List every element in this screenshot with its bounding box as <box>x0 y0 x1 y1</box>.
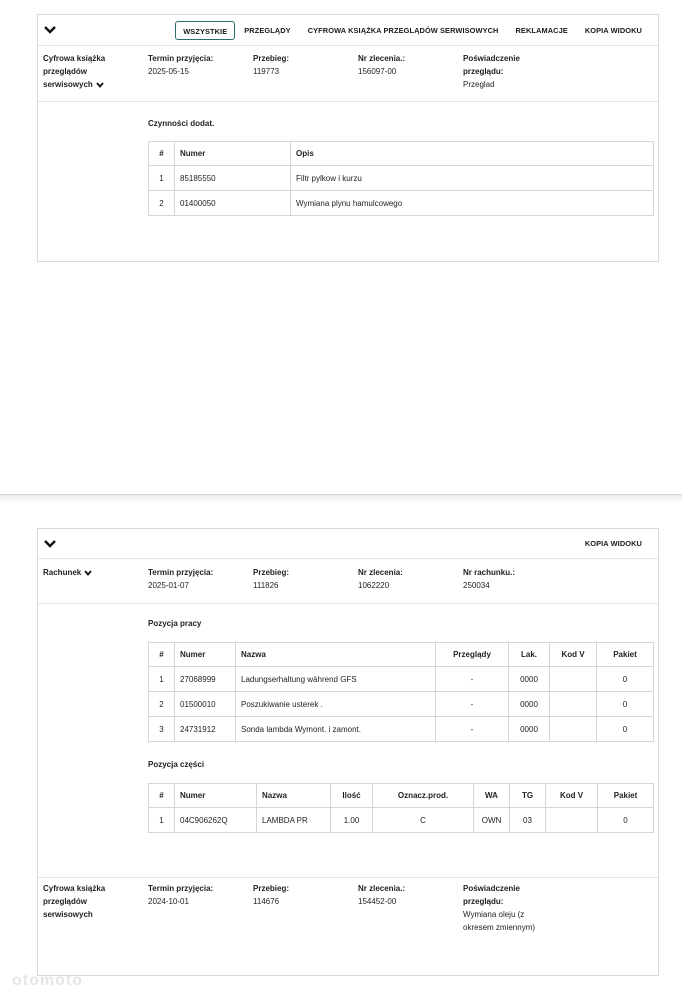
tab-inspections[interactable]: PRZEGLĄDY <box>244 26 291 35</box>
field-intake-date: Termin przyjęcia: 2025-05-15 <box>148 54 214 76</box>
tab-digital-service-book[interactable]: CYFROWA KSIĄŻKA PRZEGLĄDÓW SERWISOWYCH <box>307 26 499 35</box>
chevron-down-icon[interactable] <box>96 82 104 88</box>
cell-inspections: - <box>436 667 509 692</box>
additional-tasks-title: Czynności dodat. <box>148 119 215 128</box>
col-paint: Lak. <box>509 643 550 667</box>
card-toolbar <box>38 15 658 46</box>
col-index: # <box>149 142 175 166</box>
cell-package: 0 <box>598 808 654 833</box>
cell-inspections: - <box>436 692 509 717</box>
cell-code-v <box>550 692 597 717</box>
service-book-card <box>37 14 659 262</box>
field-order-number: Nr zlecenia: 1062220 <box>358 568 403 590</box>
col-number: Numer <box>175 142 291 166</box>
table-row <box>149 166 654 191</box>
cell-name: LAMBDA PR <box>257 808 331 833</box>
table-header-row <box>149 142 654 166</box>
col-number: Numer <box>175 643 236 667</box>
col-index: # <box>149 784 175 808</box>
col-wa: WA <box>474 784 510 808</box>
divider <box>38 877 658 878</box>
col-code-v: Kod V <box>546 784 598 808</box>
cell-code-v <box>550 717 597 742</box>
cell-number: 04C906262Q <box>175 808 257 833</box>
cell-product-marking: C <box>373 808 474 833</box>
col-inspections: Przeglądy <box>436 643 509 667</box>
cell-number: 01500010 <box>175 692 236 717</box>
work-items-title: Pozycja pracy <box>148 619 202 628</box>
cell-package: 0 <box>597 717 654 742</box>
cell-description: Filtr pylkow i kurzu <box>291 166 654 191</box>
col-package: Pakiet <box>598 784 654 808</box>
divider <box>38 101 658 102</box>
table-row <box>149 717 654 742</box>
cell-name: Sonda lambda Wymont. i zamont. <box>236 717 436 742</box>
cell-paint: 0000 <box>509 717 550 742</box>
field-inspection-confirmation: Poświadczenie przeglądu: Przeglad <box>463 54 520 89</box>
screenshot-separator <box>0 494 682 503</box>
parts-items-table <box>148 783 654 833</box>
tab-all[interactable]: WSZYSTKIE <box>175 21 235 40</box>
cell-code-v <box>546 808 598 833</box>
cell-name: Poszukiwanie usterek . <box>236 692 436 717</box>
cell-index: 1 <box>149 667 175 692</box>
cell-paint: 0000 <box>509 692 550 717</box>
col-code-v: Kod V <box>550 643 597 667</box>
additional-tasks-table <box>148 141 654 216</box>
field-inspection-confirmation: Poświadczenie przeglądu: Wymiana oleju (z okresem zmiennym) <box>463 884 536 932</box>
field-mileage: Przebieg: 111826 <box>253 568 290 590</box>
chevron-down-icon[interactable] <box>44 539 56 549</box>
cell-number: 85185550 <box>175 166 291 191</box>
table-row <box>149 667 654 692</box>
col-package: Pakiet <box>597 643 654 667</box>
cell-number: 27068999 <box>175 667 236 692</box>
cell-wa: OWN <box>474 808 510 833</box>
parts-items-title: Pozycja części <box>148 760 205 769</box>
tab-bar <box>577 534 650 553</box>
table-header-row <box>149 643 654 667</box>
col-tg: TG <box>510 784 546 808</box>
cell-index: 1 <box>149 808 175 833</box>
cell-index: 2 <box>149 692 175 717</box>
tab-view-copy[interactable]: KOPIA WIDOKU <box>584 539 642 548</box>
field-intake-date: Termin przyjęcia: 2025-01-07 <box>148 568 214 590</box>
field-order-number: Nr zlecenia.: 154452-00 <box>358 884 406 906</box>
table-row <box>149 692 654 717</box>
cell-index: 1 <box>149 166 175 191</box>
card-toolbar <box>38 529 658 559</box>
watermark: otomoto <box>12 972 83 989</box>
section-title[interactable]: Rachunek <box>43 566 123 579</box>
cell-tg: 03 <box>510 808 546 833</box>
cell-package: 0 <box>597 667 654 692</box>
col-number: Numer <box>175 784 257 808</box>
table-row <box>149 808 654 833</box>
cell-index: 2 <box>149 191 175 216</box>
cell-package: 0 <box>597 692 654 717</box>
cell-name: Ladungserhaltung während GFS <box>236 667 436 692</box>
field-mileage: Przebieg: 114676 <box>253 884 290 906</box>
cell-paint: 0000 <box>509 667 550 692</box>
col-quantity: Ilość <box>331 784 373 808</box>
cell-code-v <box>550 667 597 692</box>
col-name: Nazwa <box>236 643 436 667</box>
table-header-row <box>149 784 654 808</box>
section-title: Cyfrowa książka przeglądów serwisowych <box>43 884 106 919</box>
table-row <box>149 191 654 216</box>
invoice-card <box>37 528 659 976</box>
col-product-marking: Oznacz.prod. <box>373 784 474 808</box>
chevron-down-icon[interactable] <box>84 570 92 576</box>
tab-bar <box>175 21 650 40</box>
divider <box>38 603 658 604</box>
cell-number: 01400050 <box>175 191 291 216</box>
field-intake-date: Termin przyjęcia: 2024-10-01 <box>148 884 214 906</box>
cell-quantity: 1.00 <box>331 808 373 833</box>
cell-inspections: - <box>436 717 509 742</box>
work-items-table <box>148 642 654 742</box>
tab-complaints[interactable]: REKLAMACJE <box>515 26 568 35</box>
field-mileage: Przebieg: 119773 <box>253 54 290 76</box>
col-description: Opis <box>291 142 654 166</box>
col-name: Nazwa <box>257 784 331 808</box>
field-order-number: Nr zlecenia.: 156097-00 <box>358 54 406 76</box>
field-invoice-number: Nr rachunku.: 250034 <box>463 568 516 590</box>
cell-index: 3 <box>149 717 175 742</box>
tab-view-copy[interactable]: KOPIA WIDOKU <box>584 26 642 35</box>
cell-number: 24731912 <box>175 717 236 742</box>
chevron-down-icon[interactable] <box>44 25 56 35</box>
section-title[interactable]: Cyfrowa książka przeglądów serwisowych <box>43 54 106 89</box>
col-index: # <box>149 643 175 667</box>
cell-description: Wymiana plynu hamulcowego <box>291 191 654 216</box>
